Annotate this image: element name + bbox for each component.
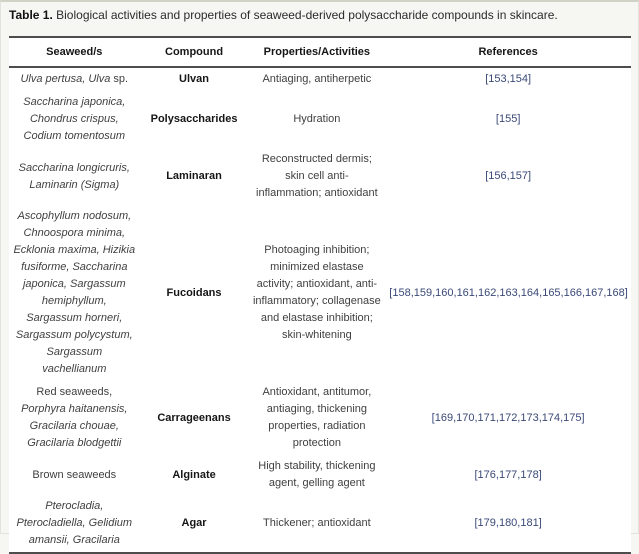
seaweeds-cell xyxy=(9,91,140,148)
seaweeds-cell xyxy=(9,205,140,381)
species-name: Ulva pertusa, Ulva xyxy=(20,73,114,85)
reference-link[interactable]: [179,180,181] xyxy=(474,517,542,529)
paper-page xyxy=(1,2,638,554)
table-caption-text: Biological activities and properties of seaweed-derived polysaccharide compounds in skincare. xyxy=(52,8,558,22)
seaweed-plain-text: Brown seaweeds xyxy=(32,468,117,481)
species-name: Saccharina longicruris, Laminarin (Sigma) xyxy=(18,161,130,191)
references-cell xyxy=(385,381,631,455)
species-name: Porphyra haitanensis, Gracilaria chouae, Gracilaria blodgettii xyxy=(21,403,128,449)
table-body xyxy=(9,67,631,553)
col-header-references: References xyxy=(385,37,631,67)
header-row xyxy=(9,37,631,67)
seaweeds-cell xyxy=(9,455,140,495)
species-name: Ascophyllum nodosum, Chnoospora minima, Ecklonia maxima, Hizikia fusiforme, Saccharina japonica, Sargassum hemiphyllum, Sargassum horneri, Sargassum polycystum, Sargassum vachellianum xyxy=(13,210,136,375)
species-name: Saccharina japonica, Chondrus crispus, Codium tomentosum xyxy=(23,96,126,142)
col-header-compound: Compound xyxy=(140,37,249,67)
compound-cell: Carrageenans xyxy=(157,411,231,424)
compound-cell: Agar xyxy=(181,517,207,529)
reference-link[interactable]: [176,177,178] xyxy=(474,468,542,481)
col-header-properties: Properties/Activities xyxy=(248,37,385,67)
references-cell xyxy=(385,205,631,381)
table-row xyxy=(9,91,631,148)
seaweed-plain-text: Red seaweeds, xyxy=(36,386,113,398)
references-cell xyxy=(385,91,631,148)
references-cell xyxy=(385,495,631,553)
seaweed-plain-text: sp. xyxy=(113,73,129,85)
seaweed-polysaccharides-table xyxy=(9,36,631,554)
reference-link[interactable]: [155] xyxy=(495,113,521,125)
seaweeds-cell xyxy=(9,381,140,455)
compound-cell: Fucoidans xyxy=(166,286,222,299)
reference-link[interactable]: [156,157] xyxy=(485,170,532,182)
properties-cell: Photoaging inhibition; minimized elastase activity; antioxidant, anti-inflammatory; collagenase and elastase inhibition; skin-whitening xyxy=(252,244,381,341)
properties-cell: Antiaging, antiherpetic xyxy=(262,73,372,85)
table-row xyxy=(9,455,631,495)
table-row xyxy=(9,205,631,381)
properties-cell: Thickener; antioxidant xyxy=(263,517,371,529)
reference-link[interactable]: [153,154] xyxy=(485,73,532,85)
table-row xyxy=(9,67,631,91)
col-header-seaweeds: Seaweed/s xyxy=(9,37,140,67)
seaweeds-cell xyxy=(9,67,140,91)
properties-cell: High stability, thickening agent, gelling agent xyxy=(258,460,376,489)
compound-cell: Ulvan xyxy=(179,73,210,85)
compound-cell: Polysaccharides xyxy=(150,113,238,125)
compound-cell: Laminaran xyxy=(166,170,222,182)
references-cell xyxy=(385,67,631,91)
table-row xyxy=(9,495,631,553)
compound-cell: Alginate xyxy=(172,468,216,481)
seaweeds-cell xyxy=(9,148,140,205)
species-name: Pterocladia, Pterocladiella, Gelidium amansii, Gracilaria xyxy=(16,500,133,546)
properties-cell: Hydration xyxy=(293,113,341,125)
references-cell xyxy=(385,455,631,495)
properties-cell: Reconstructed dermis; skin cell anti-inflammation; antioxidant xyxy=(256,153,378,199)
reference-link[interactable]: [158,159,160,161,162,163,164,165,166,167,168] xyxy=(389,286,628,299)
references-cell xyxy=(385,148,631,205)
table-caption-label: Table 1. xyxy=(9,8,53,22)
reference-link[interactable]: [169,170,171,172,173,174,175] xyxy=(431,411,585,424)
seaweeds-cell xyxy=(9,495,140,553)
properties-cell: Antioxidant, antitumor, antiaging, thickening properties, radiation protection xyxy=(262,386,372,449)
table-row xyxy=(9,148,631,205)
table-caption xyxy=(9,8,630,23)
table-row xyxy=(9,381,631,455)
